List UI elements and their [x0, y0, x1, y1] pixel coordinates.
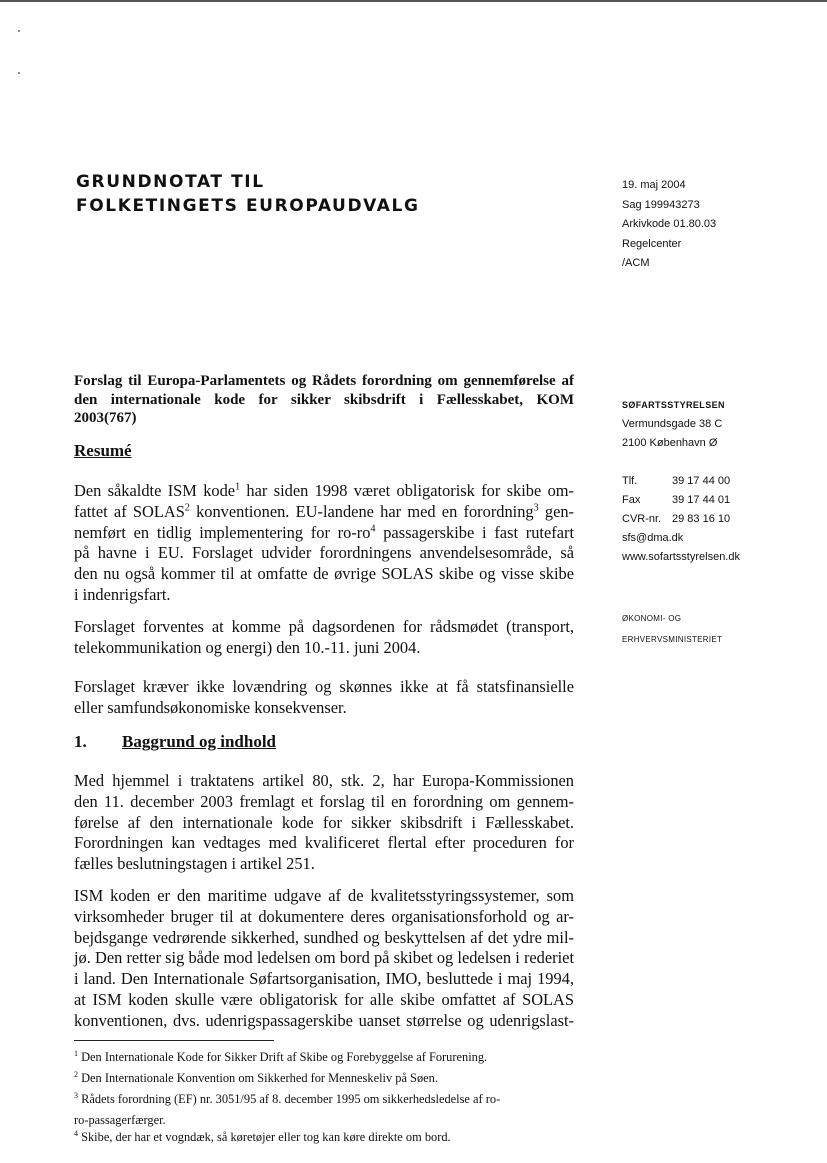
title-line-2: FOLKETINGETS EUROPAUDVALG	[76, 196, 420, 216]
title-line-1: GRUNDNOTAT TIL	[76, 172, 265, 192]
footnote-number: 3	[74, 1090, 78, 1100]
text-line: Med hjemmel i traktatens artikel 80, stk. 2, har Europa-Kommissionen	[74, 771, 574, 790]
text-fragment: fattet af SOLAS	[74, 501, 185, 521]
organization-city: 2100 København Ø	[622, 437, 718, 449]
tel-value: 39 17 44 00	[672, 475, 731, 487]
document-title	[76, 170, 556, 218]
text-line: i land. Den Internationale Søfartsorganisation, IMO, besluttede i maj 1994,	[74, 969, 574, 989]
text-fragment: har siden 1998 været obligatorisk for skibe om-	[240, 481, 575, 500]
document-subject	[74, 372, 574, 428]
footnote-4	[74, 1127, 594, 1148]
text-fragment: nemført en tidlig implementering for ro-ro	[74, 522, 371, 542]
footnote-number: 1	[74, 1048, 78, 1058]
tel-label: Tlf.	[622, 475, 638, 487]
fax-value: 39 17 44 01	[672, 494, 731, 506]
footnote-number: 4	[74, 1128, 78, 1138]
text-line: Forslaget kræver ikke lovændring og skønnes ikke at få statsfinansielle	[74, 677, 574, 696]
cvr-value: 29 83 16 10	[672, 513, 731, 525]
text-line	[74, 502, 574, 523]
text-line: at ISM koden skulle være obligatorisk for alle skibe omfattet af SOLAS	[74, 989, 574, 1009]
text-line	[74, 481, 574, 502]
section1-paragraph-1	[74, 771, 574, 875]
text-fragment: konventionen. EU-landene har med en forordning	[189, 501, 534, 521]
contact-tel-row	[622, 472, 822, 491]
top-scan-line	[0, 0, 827, 2]
footnote-text: Den Internationale Kode for Sikker Drift af Skibe og Forebyggelse af Forurening.	[78, 1050, 488, 1064]
contact-info	[622, 472, 822, 567]
contact-fax-row	[622, 491, 822, 510]
text-fragment: gen-	[538, 501, 574, 521]
ministry-line-2: ERHVERVSMINISTERIET	[622, 635, 723, 644]
footnote-ref: 3	[533, 502, 539, 514]
text-fragment: passagerskibe i fast rutefart	[375, 522, 574, 542]
meta-case: Sag 199943273	[622, 198, 700, 211]
meta-date: 19. maj 2004	[622, 179, 686, 191]
text-line: den 11. december 2003 fremlagt et forslag til en forordning om gennem-	[74, 791, 574, 811]
footnote-1	[74, 1047, 594, 1068]
contact-web: www.sofartsstyrelsen.dk	[622, 551, 740, 563]
text-line: eller samfundsøkonomiske konsekvenser.	[74, 697, 347, 717]
footnote-text: Skibe, der har et vogndæk, så køretøjer eller tog kan køre direkte om bord.	[78, 1130, 451, 1144]
text-line: telekommunikation og energi) den 10.-11. juni 2004.	[74, 637, 421, 657]
subject-line-1: Forslag til Europa-Parlamentets og Rådets forordning om gennemførelse af	[74, 373, 574, 389]
section-heading: Baggrund og indhold	[122, 732, 277, 751]
organization-name: SØFARTSSTYRELSEN	[622, 400, 725, 410]
text-line: ISM koden er den maritime udgave af de kvalitetsstyringssystemer, som	[74, 886, 574, 905]
text-line: på havne i EU. Forslaget udvider forordningens anvendelsesområde, så	[74, 543, 574, 563]
meta-initials: /ACM	[622, 257, 650, 269]
resume-heading: Resumé	[74, 441, 132, 460]
scan-speck	[18, 30, 20, 32]
organization-address	[622, 396, 822, 453]
text-line: jø. Den retter sig både mod ledelsen om bord på skibet og ledelsen i rederiet	[74, 948, 574, 968]
contact-cvr-row	[622, 510, 822, 529]
footnote-divider	[74, 1040, 274, 1041]
footnote-text: ro-passagerfærger.	[74, 1112, 166, 1127]
text-line: Forordningen kan vedtages med kvalificeret flertal efter proceduren for	[74, 833, 574, 853]
scan-speck	[18, 72, 20, 74]
text-line: bejdsgange vedrørende sikkerhed, sundhed og beskyttelsen af det ydre mil-	[74, 927, 574, 947]
contact-email: sfs@dma.dk	[622, 532, 684, 544]
footnote-text: Rådets forordning (EF) nr. 3051/95 af 8. december 1995 om sikkerhedsledelse af ro-	[78, 1092, 501, 1106]
text-line: fælles beslutningstagen i artikel 251.	[74, 854, 315, 874]
meta-unit: Regelcenter	[622, 237, 682, 250]
cvr-label: CVR-nr.	[622, 513, 662, 525]
meta-archive: Arkivkode 01.80.03	[622, 218, 717, 230]
section1-paragraph-2	[74, 886, 574, 1032]
text-line	[74, 523, 574, 544]
footnote-ref: 2	[184, 502, 190, 514]
text-line: den nu også kommer til at omfatte de øvrige SOLAS skibe og visse skibe	[74, 564, 574, 584]
footnote-3	[74, 1089, 594, 1130]
text-line: førelse af den internationale kode for sikker skibsdrift i Fællesskabet.	[74, 812, 574, 832]
section-number: 1.	[74, 732, 87, 751]
subject-line-3: 2003(767)	[74, 410, 137, 426]
organization-street: Vermundsgade 38 C	[622, 418, 723, 430]
footnote-text: Den Internationale Konvention om Sikkerhed for Menneskeliv på Søen.	[78, 1071, 438, 1085]
fax-label: Fax	[622, 494, 641, 506]
footnote-number: 2	[74, 1069, 78, 1079]
subject-line-2: den internationale kode for sikker skibsdrift i Fællesskabet, KOM	[74, 391, 574, 408]
resume-paragraph-3	[74, 677, 574, 719]
resume-paragraph-2	[74, 617, 574, 659]
ministry-line-1: ØKONOMI- OG	[622, 614, 682, 623]
footnote-ref: 4	[370, 523, 376, 535]
footnote-ref: 1	[235, 481, 241, 493]
footnote-2	[74, 1068, 594, 1089]
text-line: Forslaget forventes at komme på dagsordenen for rådsmødet (transport,	[74, 617, 574, 636]
ministry-name	[622, 608, 822, 650]
resume-paragraph-1	[74, 481, 574, 606]
text-fragment: Den såkaldte ISM kode	[74, 481, 236, 500]
document-metadata	[622, 176, 812, 274]
text-line: konventionen, dvs. udenrigspassagerskibe uanset størrelse og udenrigslast-	[74, 1010, 574, 1030]
text-line: i indenrigsfart.	[74, 584, 171, 604]
text-line: virksomheder bruger til at dokumentere deres organisationsforhold og ar-	[74, 906, 574, 926]
